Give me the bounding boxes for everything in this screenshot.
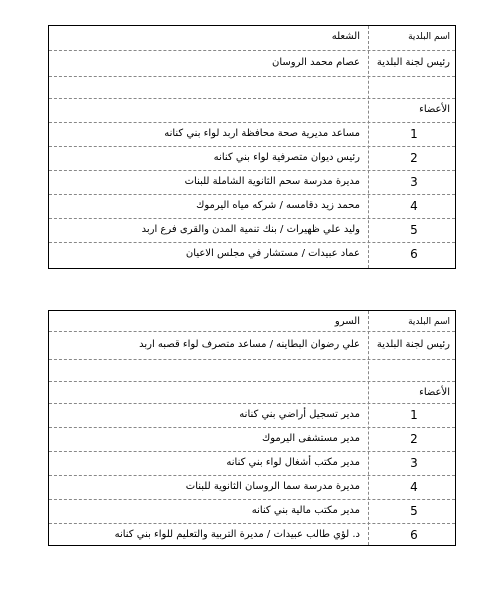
municipality-name: الشعله [331, 31, 360, 42]
member-number: 6 [410, 247, 418, 261]
table-row [49, 242, 455, 243]
member-text: مدير تسجيل أراضي بني كنانه [239, 409, 360, 420]
column-divider [368, 311, 369, 545]
member-text: مديرة مدرسة سما الروسان الثانوية للبنات [185, 481, 360, 492]
member-number: 3 [410, 175, 418, 189]
table-row [49, 451, 455, 452]
table-row [49, 50, 455, 51]
table-row [49, 170, 455, 171]
municipality-name-label: اسم البلدية [408, 32, 450, 42]
members-label: الأعضاء [419, 387, 450, 398]
committee-head-label: رئيس لجنة البلدية [376, 57, 450, 68]
member-text: وليد علي ظهيرات / بنك تنمية المدن والقرى فرع اربد [141, 224, 360, 235]
table-row [49, 499, 455, 500]
table-row [49, 98, 455, 99]
member-text: مدير مكتب أشغال لواء بني كنانه [226, 457, 360, 468]
committee-head-name: علي رضوان البطاينه / مساعد متصرف لواء قصبه اربد [139, 339, 360, 350]
member-text: رئيس ديوان متصرفية لواء بني كنانه [213, 152, 360, 163]
table-row [49, 475, 455, 476]
table-row [49, 218, 455, 219]
member-text: مديرة مدرسة سحم الثانوية الشاملة للبنات [184, 176, 360, 187]
member-text: د. لؤي طالب عبيدات / مديرة التربية والتعليم للواء بني كنانه [114, 529, 360, 540]
table-row [49, 146, 455, 147]
table-row [49, 331, 455, 332]
member-text: محمد زيد دقامسه / شركه مياه اليرموك [196, 200, 360, 211]
table-row [49, 122, 455, 123]
table-row [49, 403, 455, 404]
table-row [49, 194, 455, 195]
member-text: عماد عبيدات / مستشار في مجلس الاعيان [185, 248, 360, 259]
member-number: 6 [410, 528, 418, 542]
member-number: 4 [410, 480, 418, 494]
municipality-table-2 [48, 310, 456, 546]
municipality-table-1 [48, 25, 456, 269]
municipality-name-label: اسم البلدية [408, 317, 450, 327]
members-label: الأعضاء [419, 104, 450, 115]
member-number: 3 [410, 456, 418, 470]
member-text: مدير مكتب مالية بني كنانه [251, 505, 360, 516]
member-number: 5 [410, 504, 418, 518]
member-number: 2 [410, 432, 418, 446]
member-number: 1 [410, 127, 418, 141]
member-number: 4 [410, 199, 418, 213]
committee-head-name: عصام محمد الروسان [271, 57, 360, 68]
member-text: مدير مستشفى اليرموك [262, 433, 360, 444]
table-row [49, 427, 455, 428]
table-row [49, 359, 455, 360]
table-row [49, 76, 455, 77]
table-row [49, 381, 455, 382]
member-text: مساعد مديرية صحة محافظة اربد لواء بني كنانه [164, 128, 360, 139]
member-number: 1 [410, 408, 418, 422]
committee-head-label: رئيس لجنة البلدية [376, 339, 450, 350]
member-number: 5 [410, 223, 418, 237]
member-number: 2 [410, 151, 418, 165]
column-divider [368, 26, 369, 268]
municipality-name: السرو [334, 316, 360, 327]
table-row [49, 523, 455, 524]
